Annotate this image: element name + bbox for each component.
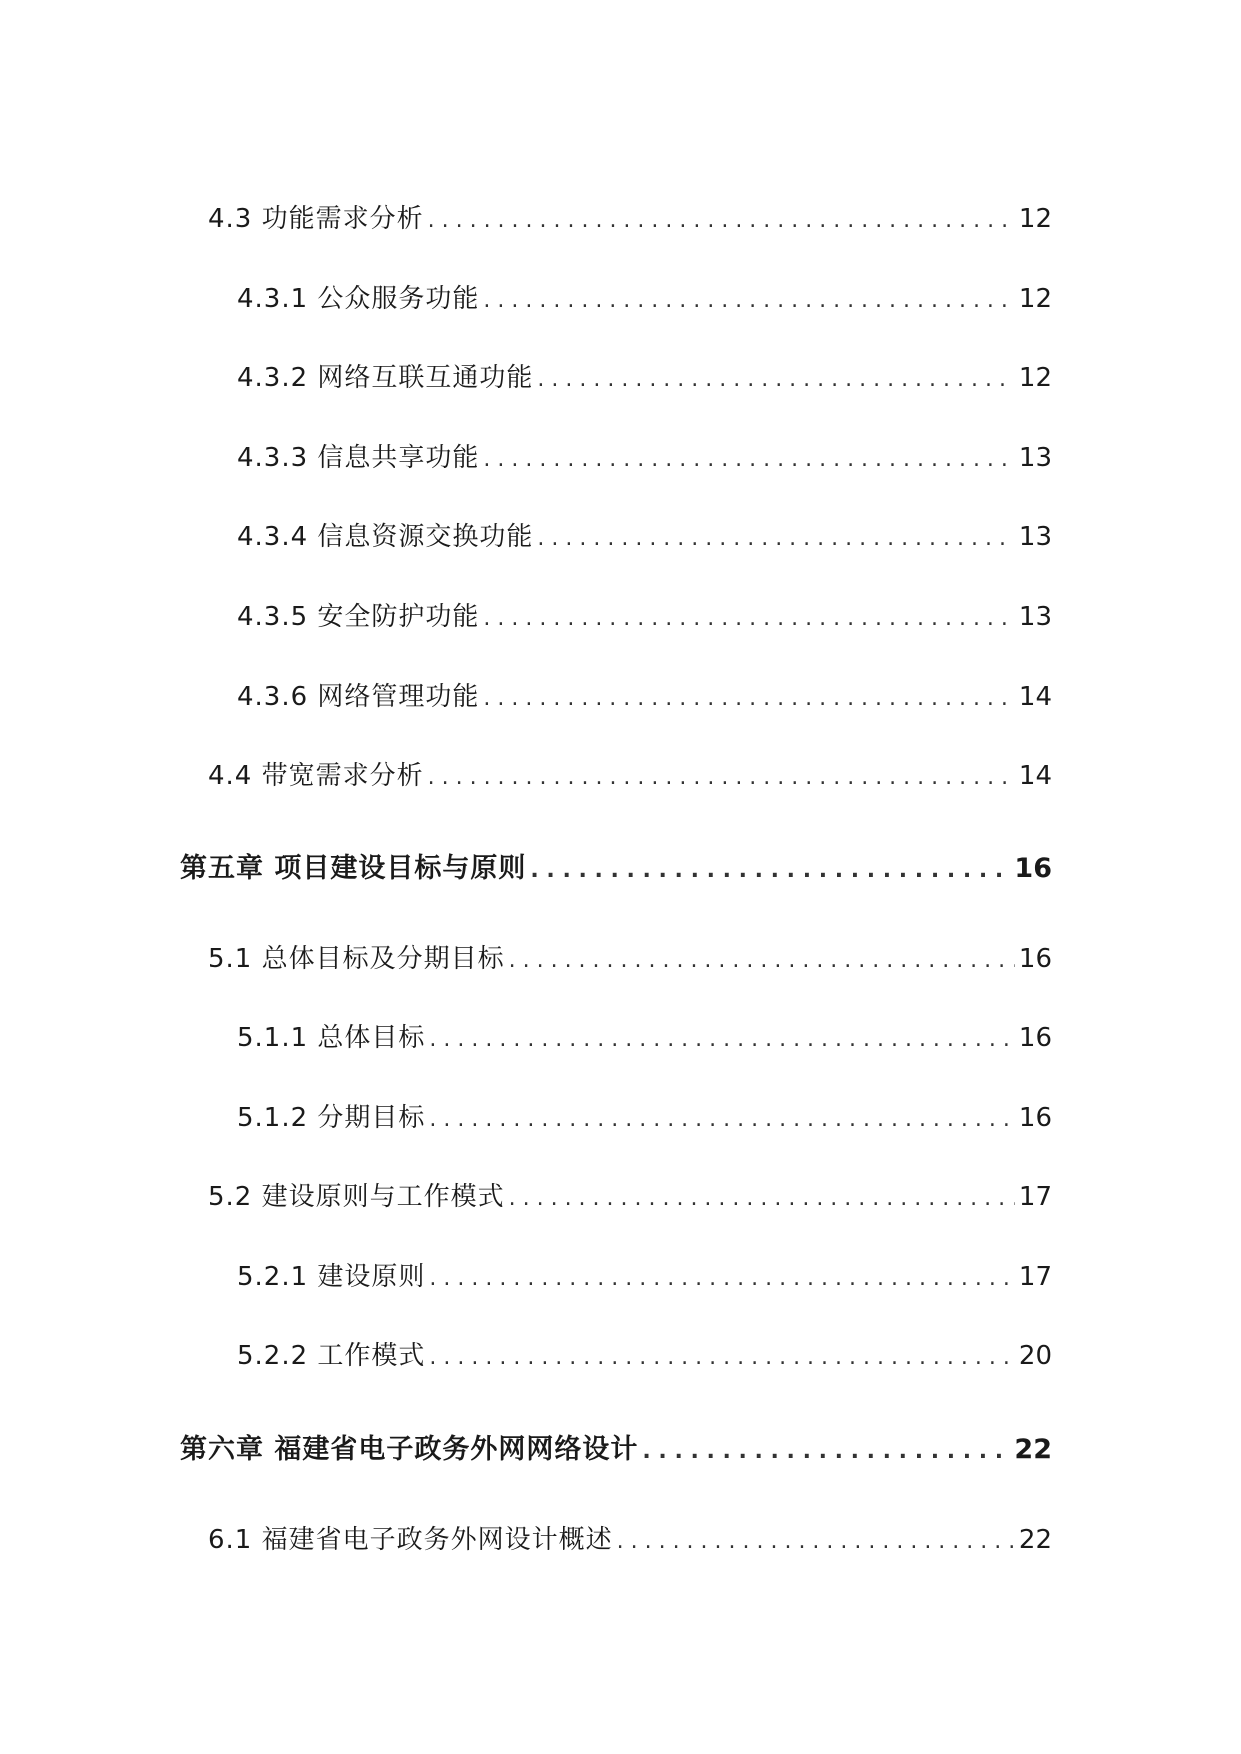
- toc-entry-page: 14: [1018, 682, 1052, 712]
- toc-entry-label: 6.1 福建省电子政务外网设计概述: [208, 1525, 613, 1555]
- toc-entry-4-3-3[interactable]: [237, 437, 1052, 474]
- toc-entry-page: 22: [1014, 1434, 1052, 1465]
- toc-entry-label: 5.2 建设原则与工作模式: [208, 1182, 505, 1212]
- toc-entry-label: 5.1 总体目标及分期目标: [208, 944, 505, 974]
- toc-entry-page: 12: [1018, 204, 1052, 234]
- dot-leader: [429, 1266, 1014, 1291]
- toc-entry-page: 22: [1018, 1525, 1052, 1555]
- toc-entry-label: 4.3.2 网络互联互通功能: [237, 363, 534, 393]
- toc-entry-label: 第五章 项目建设目标与原则: [180, 853, 527, 884]
- toc-entry-page: 16: [1014, 853, 1052, 884]
- dot-leader: [483, 447, 1014, 472]
- toc-entry-page: 16: [1018, 1103, 1052, 1133]
- toc-entry-5-1[interactable]: [208, 938, 1052, 975]
- toc-entry-6-1[interactable]: [208, 1519, 1052, 1556]
- toc-entry-4-3-4[interactable]: [237, 516, 1052, 553]
- toc-entry-4-3-1[interactable]: [237, 278, 1052, 315]
- toc-entry-label: 第六章 福建省电子政务外网网络设计: [180, 1434, 639, 1465]
- toc-entry-chapter-6[interactable]: [180, 1427, 1052, 1466]
- dot-leader: [483, 288, 1014, 313]
- dot-leader: [642, 1439, 1010, 1464]
- toc-entry-label: 5.1.2 分期目标: [237, 1103, 426, 1133]
- toc-entry-label: 4.3.1 公众服务功能: [237, 284, 480, 314]
- toc-entry-4-3-6[interactable]: [237, 676, 1052, 713]
- dot-leader: [483, 606, 1014, 631]
- toc-entry-page: 16: [1018, 944, 1052, 974]
- dot-leader: [617, 1529, 1015, 1554]
- toc-entry-page: 13: [1018, 443, 1052, 473]
- toc-entry-4-4[interactable]: [208, 755, 1052, 792]
- toc-entry-4-3-5[interactable]: [237, 596, 1052, 633]
- dot-leader: [537, 367, 1014, 392]
- toc-entry-label: 4.3 功能需求分析: [208, 204, 424, 234]
- toc-entry-5-2-2[interactable]: [237, 1335, 1052, 1372]
- toc-entry-page: 14: [1018, 761, 1052, 791]
- toc-entry-5-1-1[interactable]: [237, 1017, 1052, 1054]
- toc-entry-4-3-2[interactable]: [237, 357, 1052, 394]
- toc-entry-label: 4.3.5 安全防护功能: [237, 602, 480, 632]
- toc-entry-label: 4.3.6 网络管理功能: [237, 682, 480, 712]
- toc-entry-label: 4.3.4 信息资源交换功能: [237, 522, 534, 552]
- toc-entry-label: 5.2.1 建设原则: [237, 1262, 426, 1292]
- dot-leader: [429, 1027, 1014, 1052]
- dot-leader: [429, 1345, 1014, 1370]
- toc-entry-5-2-1[interactable]: [237, 1256, 1052, 1293]
- dot-leader: [537, 526, 1014, 551]
- dot-leader: [429, 1107, 1014, 1132]
- toc-entry-5-1-2[interactable]: [237, 1097, 1052, 1134]
- dot-leader: [509, 948, 1015, 973]
- dot-leader: [428, 765, 1015, 790]
- toc-entry-page: 12: [1018, 284, 1052, 314]
- toc-entry-page: 17: [1018, 1262, 1052, 1292]
- toc-entry-4-3[interactable]: [208, 198, 1052, 235]
- dot-leader: [483, 686, 1014, 711]
- dot-leader: [509, 1186, 1015, 1211]
- toc-entry-page: 13: [1018, 602, 1052, 632]
- dot-leader: [530, 858, 1010, 883]
- toc-entry-label: 5.2.2 工作模式: [237, 1341, 426, 1371]
- toc-entry-label: 4.4 带宽需求分析: [208, 761, 424, 791]
- toc-entry-label: 4.3.3 信息共享功能: [237, 443, 480, 473]
- toc-entry-page: 12: [1018, 363, 1052, 393]
- dot-leader: [428, 208, 1015, 233]
- toc-entry-page: 13: [1018, 522, 1052, 552]
- toc-entry-chapter-5[interactable]: [180, 846, 1052, 885]
- toc-entry-page: 20: [1018, 1341, 1052, 1371]
- toc-entry-page: 16: [1018, 1023, 1052, 1053]
- toc-entry-label: 5.1.1 总体目标: [237, 1023, 426, 1053]
- toc-entry-5-2[interactable]: [208, 1176, 1052, 1213]
- toc-entry-page: 17: [1018, 1182, 1052, 1212]
